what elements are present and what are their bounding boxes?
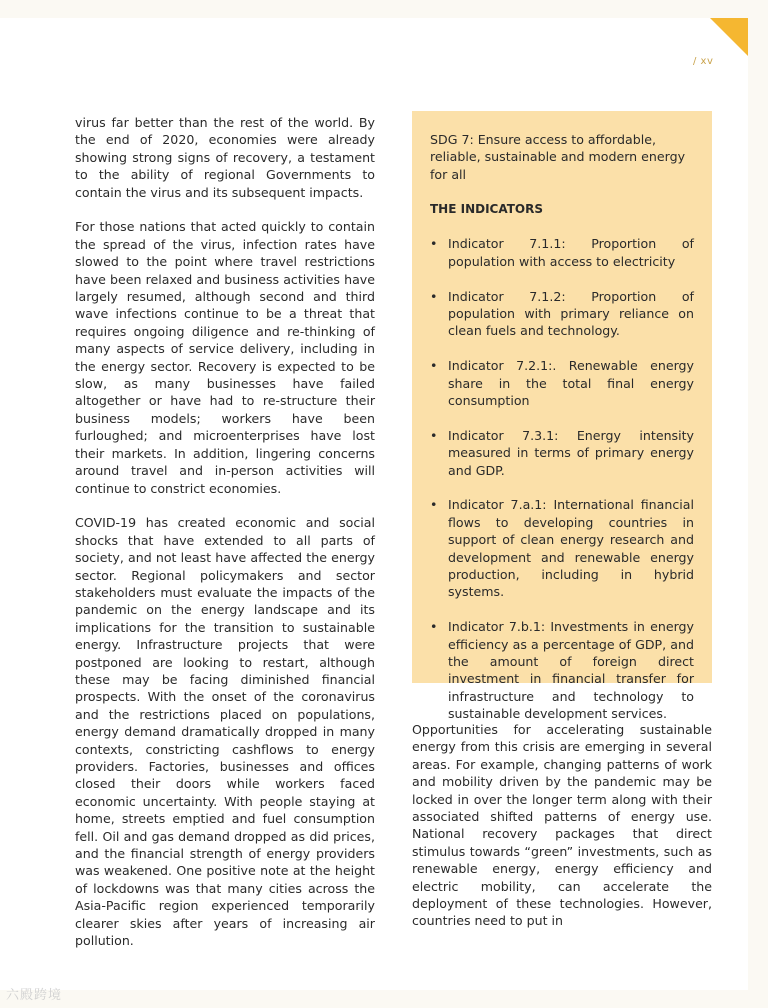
paragraph: virus far better than the rest of the world. By the end of 2020, economies were already showing strong signs of recovery, a testament to the ability of regional Governments to contain the virus and its subsequent impacts.	[75, 115, 375, 200]
right-column	[412, 721, 712, 930]
indicator-text: Indicator 7.b.1: Investments in energy efficiency as a percentage of GDP, and the amount of foreign direct investment in financial transfer for infrastructure and technology to sustainable development services.	[448, 619, 694, 722]
bullet-icon: •	[430, 236, 438, 252]
indicator-item	[430, 235, 694, 270]
indicators-heading: THE INDICATORS	[430, 201, 543, 216]
page-number: / xv	[693, 56, 714, 67]
bullet-icon: •	[430, 619, 438, 635]
indicator-item	[430, 496, 694, 600]
bullet-icon: •	[430, 358, 438, 374]
paragraph: COVID-19 has created economic and social shocks that have extended to all parts of society, and not least have affected the energy sector. Regional policymakers and sector stakeholders must evaluate the impacts of the pandemic on the energy landscape and its implications for the transition to sustainable energy. Infrastructure projects that were postponed are looking to restart, although these may be facing diminished financial prospects. With the onset of the coronavirus and the restrictions placed on populations, energy demand dramatically dropped in many contexts, constricting cashflows to energy providers. Factories, businesses and offices closed their doors while workers faced economic uncertainty. With people staying at home, streets emptied and fuel consumption fell. Oil and gas demand dropped as did prices, and the financial strength of energy providers was weakened. One positive note at the height of lockdowns was that many cities across the Asia-Pacific region experienced temporarily clearer skies after years of increasing air pollution.	[75, 515, 375, 949]
corner-accent	[710, 18, 748, 56]
bullet-icon: •	[430, 497, 438, 513]
indicator-item	[430, 288, 694, 340]
left-column	[75, 114, 375, 967]
indicator-text: Indicator 7.1.2: Proportion of population with primary reliance on clean fuels and technology.	[448, 288, 694, 339]
indicator-text: Indicator 7.1.1: Proportion of population with access to electricity	[448, 236, 694, 269]
watermark-logo: 六殿跨境	[6, 988, 63, 1003]
sdg-goal-text: SDG 7: Ensure access to affordable, reliable, sustainable and modern energy for all	[430, 132, 686, 182]
indicator-item	[430, 357, 694, 409]
paragraph: Opportunities for accelerating sustainable energy from this crisis are emerging in several areas. For example, changing patterns of work and mobility driven by the pandemic may be locked in over the longer term along with their associated shifted patterns of energy use. National recovery packages that direct stimulus towards “green” investments, such as renewable energy, energy efficiency and electric mobility, can accelerate the deployment of these technologies. However, countries need to put in	[412, 722, 712, 929]
indicator-text: Indicator 7.2.1:. Renewable energy share in the total final energy consumption	[448, 358, 694, 409]
indicator-text: Indicator 7.a.1: International financial flows to developing countries in support of clean energy research and development and renewable energy production, including in hybrid systems.	[448, 497, 694, 600]
bullet-icon: •	[430, 288, 438, 304]
indicator-item	[430, 427, 694, 479]
paragraph: For those nations that acted quickly to contain the spread of the virus, infection rates have slowed to the point where travel restrictions have been relaxed and business activities have largely resumed, although second and third wave infections continue to be a threat that requires ongoing diligence and re-thinking of many aspects of service delivery, including in the energy sector. Recovery is expected to be slow, as many businesses have failed altogether or have had to re-structure their business models; workers have been furloughed; and microenterprises have lost their markets. In addition, lingering concerns around travel and in-person activities will continue to constrict economies.	[75, 219, 375, 496]
indicator-text: Indicator 7.3.1: Energy intensity measured in terms of primary energy and GDP.	[448, 427, 694, 478]
sdg-indicators-box	[412, 111, 712, 722]
bullet-icon: •	[430, 427, 438, 443]
document-page	[0, 18, 748, 990]
indicator-item	[430, 618, 694, 722]
indicator-list	[430, 235, 694, 722]
